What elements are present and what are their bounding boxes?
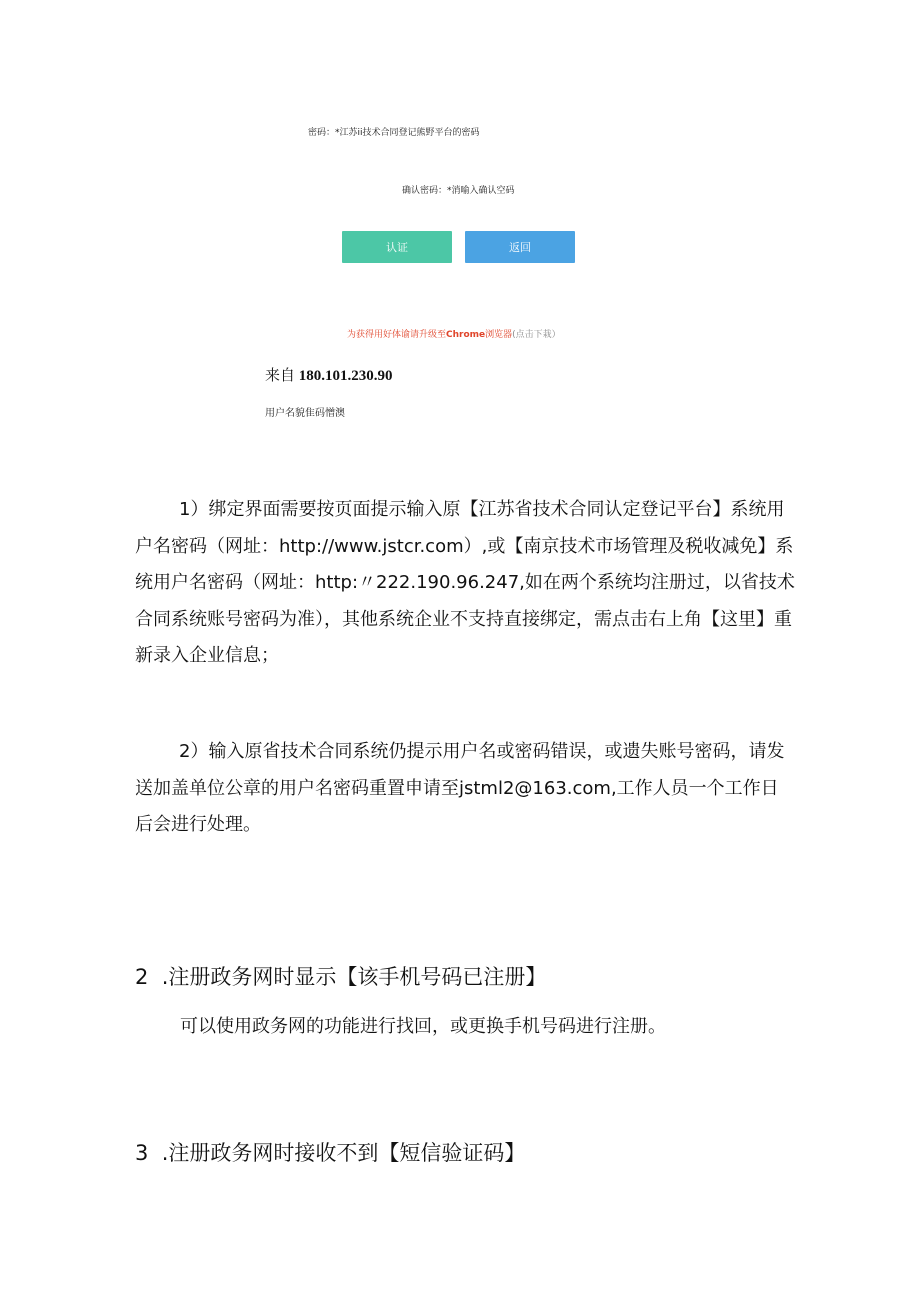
login-error-message: 用户名貌隹码憎澳 <box>265 408 345 419</box>
section-2-body: 可以使用政务网的功能进行找回，或更换手机号码进行注册。 <box>180 1016 666 1037</box>
paragraph-2: 2）输入原省技术合同系统仍提示用户名或密码错误，或遗失账号密码，请发送加盖单位公章的用户名密码重置申请至jstml2@163.com,工作人员一个工作日后会进行处理。 <box>135 741 785 835</box>
back-button[interactable]: 返回 <box>465 231 575 263</box>
download-link[interactable]: (点击下栽） <box>512 330 561 340</box>
paragraph-1: 1）绑定界面需要按页面提示输入原【江苏省技术合同认定登记平台】系统用户名密码（网址：http://www.jstcr.com）,或【南京技术市场管理及税收减免】系统用户名密码（网址：http:〃222.190.96.247,如在两个系统均注册过，以省技术合同系统账号密码为准），其他系统企业不支持直接绑定，需点击右上角【这里】重新录入企业信息； <box>135 499 795 666</box>
password-hint: 密码：*江苏ii技术合同登记熊野平台的密码 <box>308 128 480 138</box>
ip-address: 180.101.230.90 <box>298 368 393 384</box>
browser-tip-prefix: 为获得用好体谕请升级至 <box>347 330 447 340</box>
section-3-heading: 3 .注册政务网时接收不到【短信验证码】 <box>135 1141 526 1165</box>
chrome-text: Chrome <box>446 330 486 340</box>
source-ip-line <box>265 364 393 385</box>
browser-upgrade-tip <box>347 327 561 340</box>
from-label: 来自 <box>265 368 296 384</box>
confirm-password-hint: 确认密码：*消喻入确认空码 <box>402 186 515 196</box>
browser-tip-suffix: 浏览器 <box>485 330 513 340</box>
section-2-heading: 2 .注册政务网时显示【该手机号码已注册】 <box>135 965 547 989</box>
confirm-button[interactable]: 认证 <box>342 231 452 263</box>
